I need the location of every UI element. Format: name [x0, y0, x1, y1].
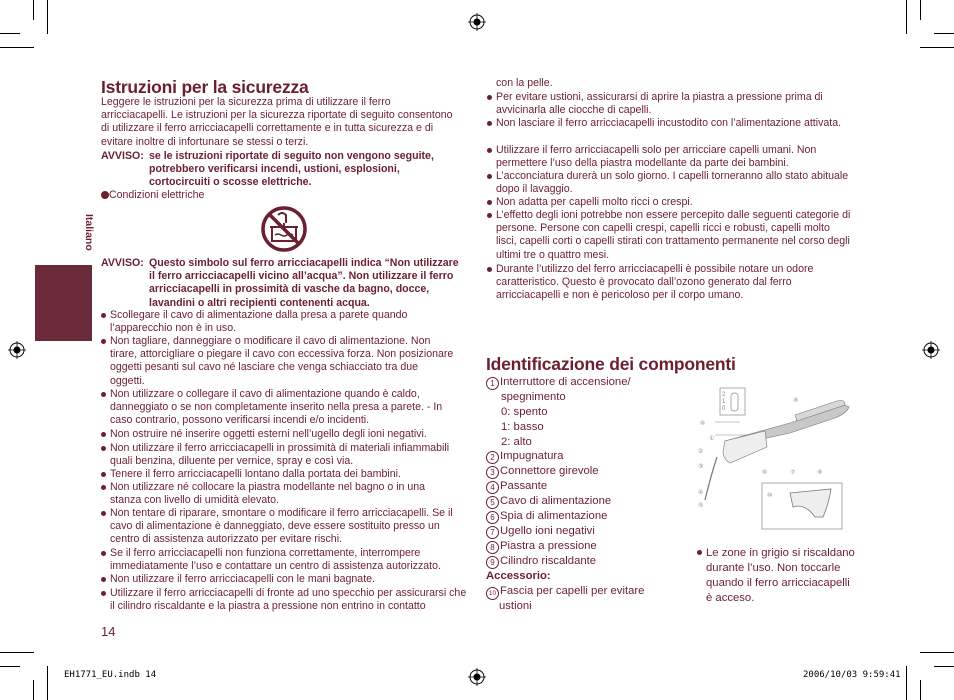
component-8: 8 Piastra a pressione — [486, 539, 597, 554]
bullet-icon — [487, 148, 492, 153]
conditions-label: Condizioni elettriche — [109, 189, 205, 201]
bullet-icon — [101, 577, 106, 582]
component-10: 10 Fascia per capelli per evitare — [486, 584, 644, 600]
switch-label-1: 1 — [722, 399, 726, 405]
svg-text:①: ① — [709, 436, 715, 442]
bullet-icon — [487, 174, 492, 179]
svg-text:④: ④ — [698, 490, 704, 496]
list-item: Non tentare di riparare, smontare o modificare il ferro arricciacapelli. Se il cavo di alimentazione è danneggiato, deve essere sostituito presso un centro di assistenza autorizzato per evitare rischi. — [110, 507, 465, 547]
no-water-symbol-icon — [260, 205, 308, 253]
list-item: Durante l’utilizzo del ferro arricciacapelli è possibile notare un odore caratteristico. Questo è provocato dall’ozono generato dal ferro arricciacapelli e non è pericoloso per il corpo umano. — [496, 263, 851, 303]
crop-mark — [0, 652, 34, 653]
components-title: Identificazione dei componenti — [486, 354, 736, 374]
hot-zone-note: Le zone in grigio si riscaldano durante l’uso. Non toccarle quando il ferro arricciacapelli è acceso. — [706, 546, 856, 606]
registration-mark-icon — [468, 668, 486, 686]
svg-text:⑦: ⑦ — [790, 470, 796, 476]
bullet-icon — [101, 446, 106, 451]
language-tab — [35, 265, 92, 341]
component-4: 4 Passante — [486, 479, 547, 494]
crop-mark — [33, 680, 34, 700]
component-1: 1 Interruttore di accensione/ — [486, 375, 631, 390]
page-number: 14 — [101, 624, 116, 639]
list-item: Non utilizzare il ferro arricciacapelli in prossimità di materiali infiammabili quali benzina, diluente per vernice, spray e così via. — [110, 442, 455, 468]
bullet-icon — [487, 200, 492, 205]
curling-iron-diagram — [695, 385, 855, 535]
svg-text:⑧: ⑧ — [793, 398, 799, 404]
warning1-text: se le istruzioni riportate di seguito non vengono seguite, potrebbero verificarsi incendi, ustioni, esplosioni, cortocircuiti o scosse elettriche. — [149, 150, 434, 189]
list-item: Non lasciare il ferro arricciacapelli incustodito con l’alimentazione attivata. — [496, 117, 851, 130]
curling-iron-body — [705, 401, 849, 501]
safety-title: Istruzioni per la sicurezza — [101, 77, 309, 97]
crop-mark — [906, 0, 907, 34]
crop-mark — [906, 666, 907, 700]
conditions-row — [101, 189, 301, 202]
bullet-icon — [101, 511, 106, 516]
component-1-line: 1: basso — [501, 421, 544, 433]
bullet-icon — [487, 213, 492, 218]
bullet-icon — [487, 267, 492, 272]
list-item: Per evitare ustioni, assicurarsi di aprire la piastra a pressione prima di avvicinarla alle ciocche di capelli. — [496, 91, 851, 117]
list-item: Non utilizzare né collocare la piastra modellante nel bagno o in una stanza con livello di umidità elevato. — [110, 481, 455, 507]
crop-mark — [47, 0, 48, 34]
list-item: Non utilizzare o collegare il cavo di alimentazione quando è caldo, danneggiato o se non completamente inserito nella presa a parete. - In caso contrario, possono verificarsi incendi e/o incidenti. — [110, 388, 455, 428]
bullet-icon — [101, 313, 106, 318]
footer-date: 2006/10/03 9:59:41 — [803, 670, 901, 680]
list-item: Tenere il ferro arricciacapelli lontano dalla portata dei bambini. — [110, 468, 455, 481]
list-item: Non utilizzare il ferro arricciacapelli con le mani bagnate. — [110, 573, 465, 586]
crop-mark — [0, 33, 20, 34]
crop-mark — [47, 666, 48, 700]
registration-mark-icon — [922, 341, 940, 359]
safety-intro: Leggere le istruzioni per la sicurezza prima di utilizzare il ferro arricciacapelli. Le istruzioni per la sicurezza riportate di seguito consentono di utilizzare il ferro arricciacapelli correttamente e in tutta sicurezza e di evitare inoltre di infortunare se stessi o terzi. — [101, 96, 453, 148]
warning1-label: AVVISO: — [101, 150, 144, 162]
bullet-icon — [101, 392, 106, 397]
registration-mark-icon — [468, 13, 486, 31]
crop-mark — [920, 680, 921, 700]
list-item: Non adatta per capelli molto ricci o crespi. — [496, 196, 851, 209]
crop-mark — [934, 666, 954, 667]
component-10-line: ustioni — [499, 600, 532, 612]
footer-file: EH1771_EU.indb 14 — [64, 670, 157, 680]
svg-text:⑩: ⑩ — [767, 493, 773, 499]
svg-text:③: ③ — [698, 464, 704, 470]
crop-mark — [920, 652, 954, 653]
list-item: Utilizzare il ferro arricciacapelli solo per arricciare capelli umani. Non permettere l’uso della piastra modellante da parte dei bambini. — [496, 144, 851, 170]
list-item: Utilizzare il ferro arricciacapelli di fronte ad uno specchio per assicurarsi che il cilindro riscaldante e la piastra a pressione non entrino in contatto — [110, 587, 468, 613]
component-1-line: spegnimento — [501, 391, 566, 403]
crop-mark — [33, 0, 34, 20]
list-item: L’acconciatura durerà un solo giorno. I capelli torneranno allo stato abituale dopo il lavaggio. — [496, 170, 851, 196]
list-item: Scollegare il cavo di alimentazione dalla presa a parete quando l’apparecchio non è in uso. — [110, 309, 455, 335]
warning2-label: AVVISO: — [101, 257, 144, 269]
bullet-icon — [487, 95, 492, 100]
bullet-icon — [101, 472, 106, 477]
language-label: Italiano — [83, 214, 95, 251]
component-2: 2 Impugnatura — [486, 449, 563, 464]
list-item: Non ostruire né inserire oggetti esterni nell’ugello degli ioni negativi. — [110, 428, 455, 441]
conditions-bullet-icon — [101, 191, 109, 199]
svg-text:⑥: ⑥ — [700, 421, 706, 427]
component-1-line: 0: spento — [501, 406, 548, 418]
bullet-icon — [101, 432, 106, 437]
warning2-text: Questo simbolo sul ferro arricciacapelli indica “Non utilizzare il ferro arricciacapelli vicino all’acqua”. Non utilizzare il ferro arricciacapelli in prossimità di vasche da bagno, docce, lavandini o altri recipienti contenenti acqua. — [149, 257, 459, 309]
component-6: 6 Spia di alimentazione — [486, 509, 607, 524]
list-item: L’effetto degli ioni potrebbe non essere percepito dalle seguenti categorie di persone. Persone con capelli crespi, capelli ricci e robusti, capelli molto lisci, capelli corti o capelli stirati con trattamento permanente nel corso degli ultimi tre o quattro mesi. — [496, 209, 851, 262]
svg-text:⑤: ⑤ — [698, 503, 704, 509]
bullet-icon — [101, 485, 106, 490]
component-7: 7 Ugello ioni negativi — [486, 524, 595, 539]
component-1-line: 2: alto — [501, 436, 532, 448]
component-3: 3 Connettore girevole — [486, 464, 599, 479]
svg-text:②: ② — [698, 449, 704, 455]
crop-mark — [920, 0, 921, 20]
accessory-label: Accessorio: — [486, 570, 551, 582]
component-9: 9 Cilindro riscaldante — [486, 554, 596, 569]
switch-label-0: 0 — [722, 406, 726, 412]
bullet-icon — [101, 339, 106, 344]
component-5: 5 Cavo di alimentazione — [486, 494, 611, 509]
registration-mark-icon — [8, 341, 26, 359]
svg-text:⑨: ⑨ — [817, 470, 823, 476]
switch-label-2: 2 — [722, 392, 726, 398]
heat-guard-accessory — [790, 489, 831, 517]
bullet-icon — [697, 550, 702, 555]
list-item: Se il ferro arricciacapelli non funziona correttamente, interrompere immediatamente l’uso e contattare un centro di assistenza autorizzato. — [110, 547, 465, 573]
bullet-icon — [101, 551, 106, 556]
crop-mark — [934, 33, 954, 34]
bullet-icon — [487, 121, 492, 126]
svg-text:⑥: ⑥ — [762, 470, 768, 476]
crop-mark — [0, 47, 34, 48]
crop-mark — [920, 47, 954, 48]
crop-mark — [0, 666, 20, 667]
list-item: Non tagliare, danneggiare o modificare il cavo di alimentazione. Non tirare, attorcigliare o piegare il cavo con eccessiva forza. Non posizionare oggetti pesanti sul cavo né lasciare che venga schiacciato tra due oggetti. — [110, 335, 455, 388]
continued-text: con la pelle. — [496, 77, 553, 89]
bullet-icon — [101, 591, 106, 596]
